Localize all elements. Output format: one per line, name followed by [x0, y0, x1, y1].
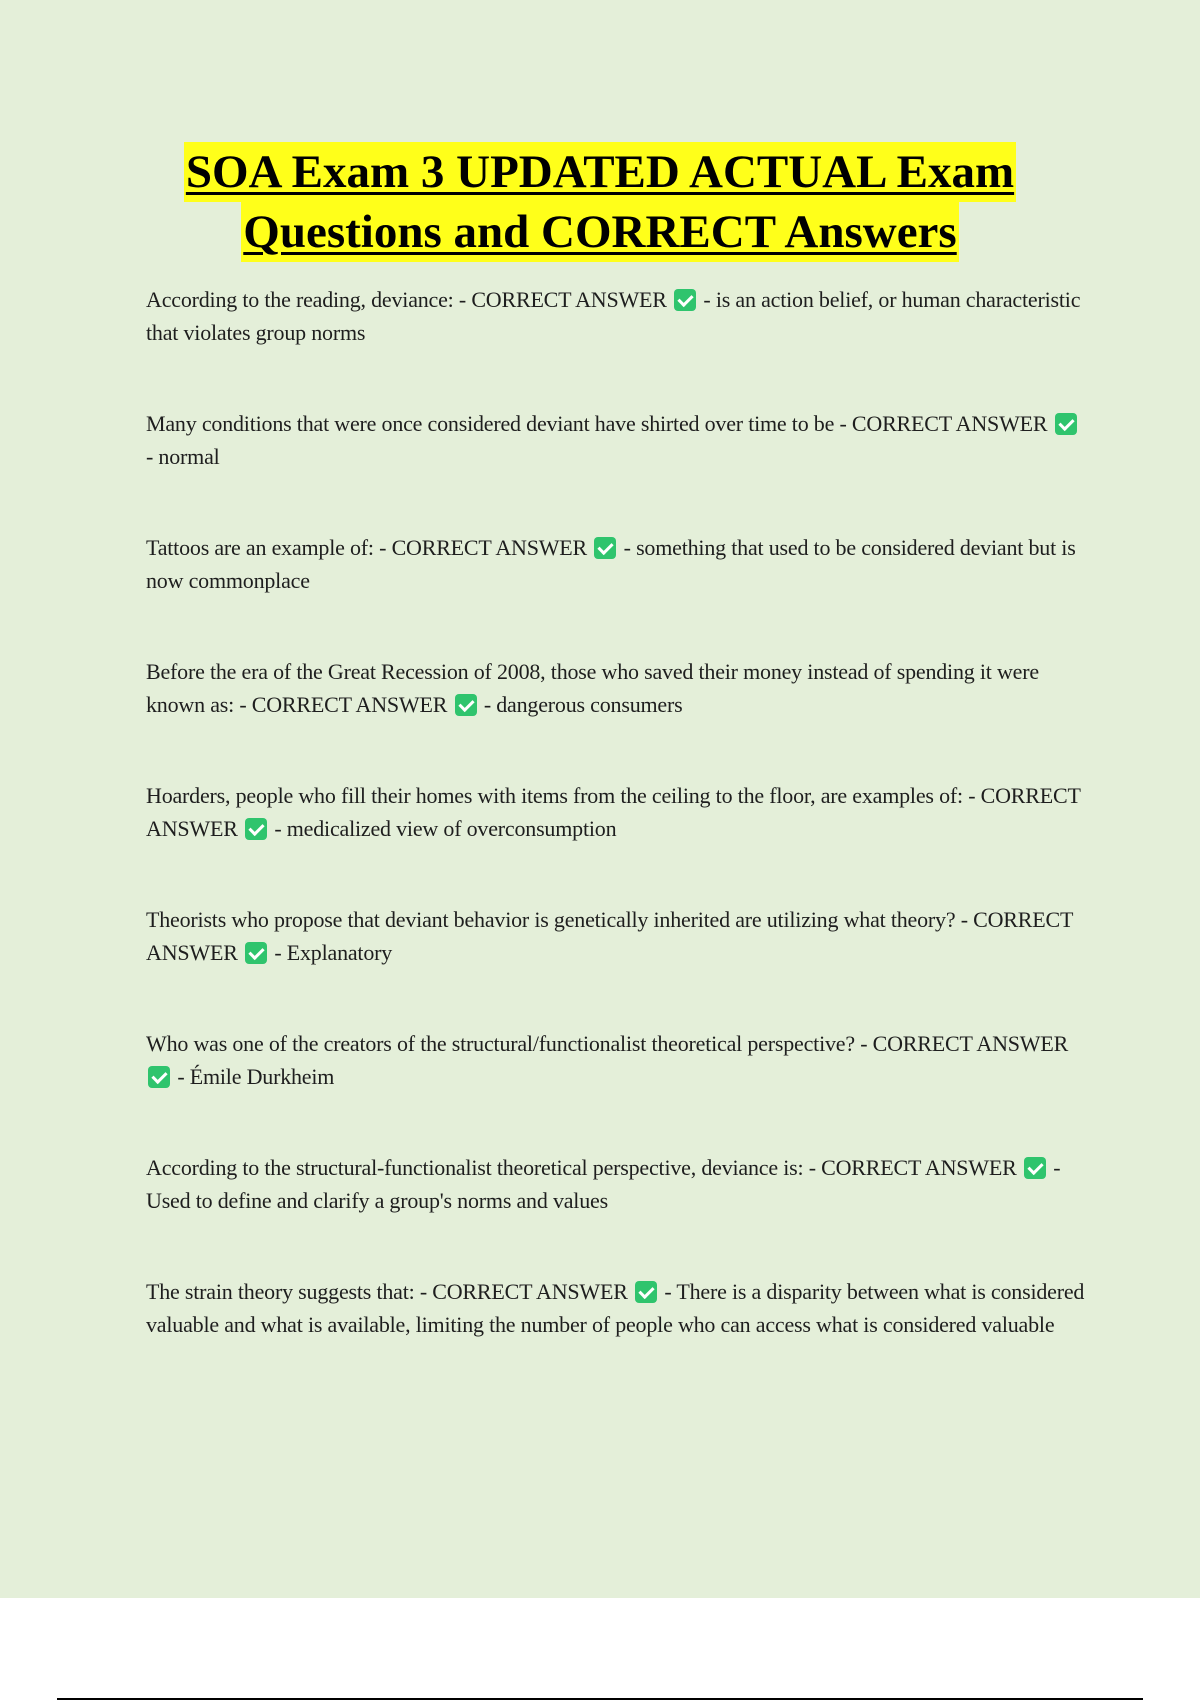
correct-answer-label: - CORRECT ANSWER	[414, 1279, 628, 1304]
checkmark-icon	[148, 1066, 170, 1088]
page-footer	[0, 1598, 1200, 1700]
question-text: Before the era of the Great Recession of 2008, those who saved their money instead of spending it were known as:	[146, 659, 1039, 717]
title-line-2: Questions and CORRECT Answers	[241, 202, 958, 262]
question-text: According to the structural-functionalist theoretical perspective, deviance is:	[146, 1155, 804, 1180]
correct-answer-label: - CORRECT ANSWER	[373, 535, 588, 560]
checkmark-icon	[594, 537, 616, 559]
question-text: The strain theory suggests that:	[146, 1279, 415, 1304]
checkmark-icon	[245, 942, 267, 964]
qa-item	[146, 903, 1086, 969]
qa-item	[146, 655, 1086, 721]
qa-list	[146, 283, 1086, 1399]
question-text: According to the reading, deviance:	[146, 287, 454, 312]
correct-answer-label: - CORRECT ANSWER	[146, 783, 1081, 841]
checkmark-icon	[635, 1281, 657, 1303]
question-text: Hoarders, people who fill their homes with items from the ceiling to the floor, are examples of:	[146, 783, 963, 808]
answer-text: - Explanatory	[274, 940, 393, 965]
correct-answer-label: - CORRECT ANSWER	[803, 1155, 1017, 1180]
document-title	[0, 142, 1200, 262]
answer-text: - normal	[146, 444, 220, 469]
correct-answer-label: - CORRECT ANSWER	[234, 692, 448, 717]
correct-answer-label: - CORRECT ANSWER	[146, 907, 1073, 965]
qa-item	[146, 1151, 1086, 1217]
answer-text: - There is a disparity between what is considered valuable and what is available, limiting the number of people who can access what is considered valuable	[146, 1279, 1085, 1337]
answer-text: - medicalized view of overconsumption	[274, 816, 617, 841]
question-text: Many conditions that were once considered deviant have shirted over time to be	[146, 411, 835, 436]
qa-item	[146, 1027, 1086, 1093]
qa-item	[146, 1275, 1086, 1341]
checkmark-icon	[245, 818, 267, 840]
answer-text: - dangerous consumers	[483, 692, 683, 717]
correct-answer-label: - CORRECT ANSWER	[834, 411, 1048, 436]
checkmark-icon	[1055, 413, 1077, 435]
answer-text: - Used to define and clarify a group's norms and values	[146, 1155, 1061, 1213]
question-text: Who was one of the creators of the structural/functionalist theoretical perspective?	[146, 1031, 855, 1056]
checkmark-icon	[1024, 1157, 1046, 1179]
answer-text: - Émile Durkheim	[177, 1064, 335, 1089]
qa-item	[146, 779, 1086, 845]
title-line-1: SOA Exam 3 UPDATED ACTUAL Exam	[184, 142, 1016, 202]
answer-text: - something that used to be considered deviant but is now commonplace	[146, 535, 1076, 593]
question-text: Theorists who propose that deviant behavior is genetically inherited are utilizing what theory?	[146, 907, 956, 932]
qa-item	[146, 283, 1086, 349]
answer-text: - is an action belief, or human characteristic that violates group norms	[146, 287, 1081, 345]
checkmark-icon	[455, 694, 477, 716]
correct-answer-label: - CORRECT ANSWER	[453, 287, 667, 312]
qa-item	[146, 531, 1086, 597]
checkmark-icon	[674, 289, 696, 311]
question-text: Tattoos are an example of:	[146, 535, 374, 560]
qa-item	[146, 407, 1086, 473]
correct-answer-label: - CORRECT ANSWER	[854, 1031, 1069, 1056]
